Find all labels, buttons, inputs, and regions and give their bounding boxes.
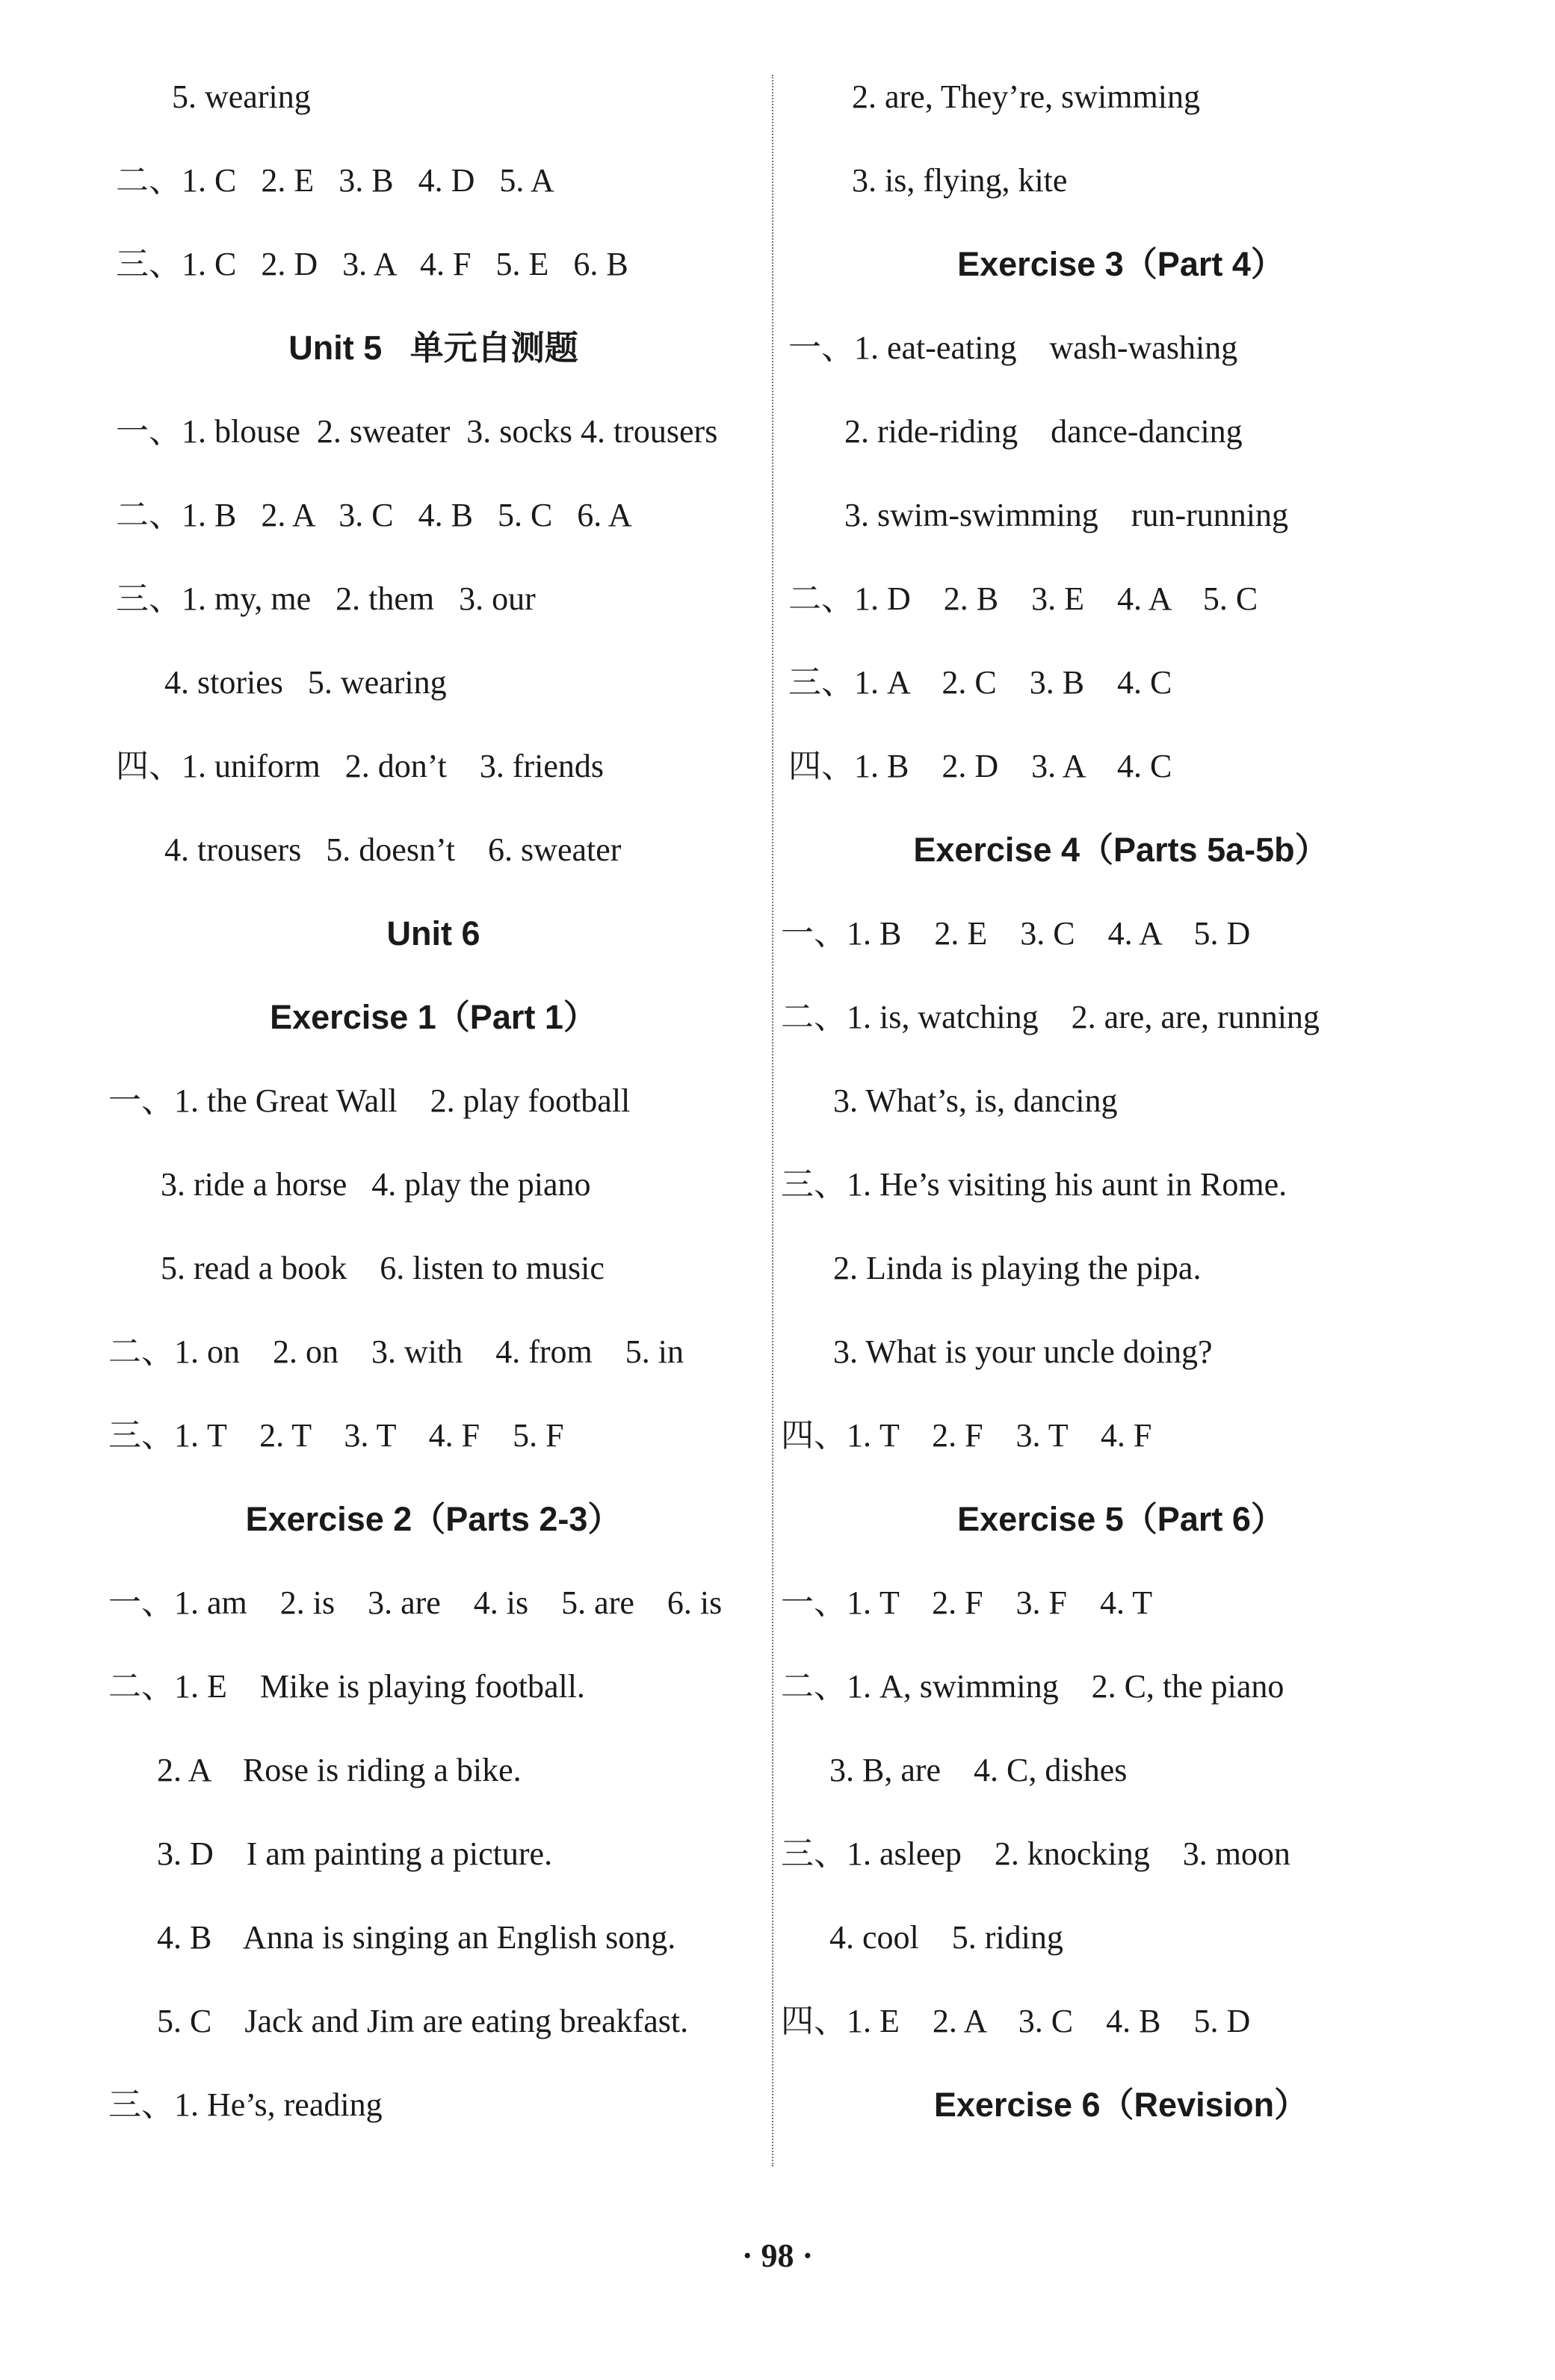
question-number-prefix: 一、 xyxy=(116,413,182,450)
answer-text: 1. blouse 2. sweater 3. socks 4. trousers xyxy=(182,413,718,450)
answer-line: 3. is, flying, kite xyxy=(852,162,1068,199)
left-column xyxy=(105,0,852,2241)
answer-line: 三、1. my, me 2. them 3. our xyxy=(116,580,536,617)
answer-line: 三、1. asleep 2. knocking 3. moon xyxy=(781,1835,1290,1872)
answer-line: 二、1. A, swimming 2. C, the piano xyxy=(781,1668,1285,1705)
answer-line: 3. What’s, is, dancing xyxy=(833,1082,1118,1119)
answer-line: 二、1. C 2. E 3. B 4. D 5. A xyxy=(116,162,554,199)
answer-line: 四、1. B 2. D 3. A 4. C xyxy=(788,748,1172,784)
answer-line: 5. read a book 6. listen to music xyxy=(161,1250,605,1286)
answer-line: 三、1. A 2. C 3. B 4. C xyxy=(788,664,1172,701)
answer-line: 三、1. C 2. D 3. A 4. F 5. E 6. B xyxy=(116,246,628,282)
answer-line: 3. D I am painting a picture. xyxy=(157,1835,553,1872)
section-heading-unit5: Unit 5 单元自测题 xyxy=(288,329,578,367)
section-heading-exercise-4: Exercise 4（Parts 5a-5b） xyxy=(913,831,1329,869)
answer-line: 5. wearing xyxy=(172,78,311,115)
answer-line: 三、1. He’s, reading xyxy=(108,2086,383,2123)
answer-line xyxy=(116,409,717,454)
column-divider xyxy=(772,75,773,2166)
answer-line: 二、1. on 2. on 3. with 4. from 5. in xyxy=(108,1333,684,1370)
answer-line: 5. C Jack and Jim are eating breakfast. xyxy=(157,2003,689,2039)
answer-line: 2. A Rose is riding a bike. xyxy=(157,1752,522,1788)
answer-line: 二、1. E Mike is playing football. xyxy=(108,1668,585,1705)
answer-line: 二、1. is, watching 2. are, are, running xyxy=(781,999,1320,1035)
answer-line: 3. What is your uncle doing? xyxy=(833,1333,1213,1370)
section-heading-exercise-3: Exercise 3（Part 4） xyxy=(957,245,1285,283)
answer-line: 四、1. E 2. A 3. C 4. B 5. D xyxy=(781,2003,1251,2039)
page-number: · 98 · xyxy=(741,2237,814,2274)
right-column xyxy=(777,0,1524,2241)
answer-line: 二、1. B 2. A 3. C 4. B 5. C 6. A xyxy=(116,497,632,533)
answer-line: 二、1. D 2. B 3. E 4. A 5. C xyxy=(788,580,1258,617)
answer-line: 3. B, are 4. C, dishes xyxy=(829,1752,1128,1788)
answer-line: 一、1. T 2. F 3. F 4. T xyxy=(781,1584,1153,1621)
section-heading-unit6: Unit 6 xyxy=(386,914,480,952)
answer-line: 2. Linda is playing the pipa. xyxy=(833,1250,1202,1286)
answer-line: 四、1. uniform 2. don’t 3. friends xyxy=(116,748,605,784)
answer-line: 4. B Anna is singing an English song. xyxy=(157,1919,676,1956)
answer-line: 三、1. He’s visiting his aunt in Rome. xyxy=(781,1166,1287,1203)
section-heading-exercise-6: Exercise 6（Revision） xyxy=(933,2086,1308,2124)
answer-line: 一、1. am 2. is 3. are 4. is 5. are 6. is xyxy=(108,1584,723,1621)
answer-line: 2. are, They’re, swimming xyxy=(852,78,1200,115)
answer-line: 一、1. eat-eating wash-washing xyxy=(788,329,1238,366)
answer-line: 4. trousers 5. doesn’t 6. sweater xyxy=(164,831,622,868)
section-heading-exercise-1: Exercise 1（Part 1） xyxy=(270,998,597,1036)
answer-line: 4. stories 5. wearing xyxy=(164,664,447,701)
section-heading-exercise-2: Exercise 2（Parts 2-3） xyxy=(245,1500,622,1538)
answer-line: 4. cool 5. riding xyxy=(829,1919,1063,1956)
answer-line: 四、1. T 2. F 3. T 4. F xyxy=(781,1417,1152,1454)
answer-line: 一、1. B 2. E 3. C 4. A 5. D xyxy=(781,915,1251,952)
answer-line: 3. swim-swimming run-running xyxy=(844,497,1288,533)
answer-line: 一、1. the Great Wall 2. play football xyxy=(108,1082,631,1119)
answer-line: 3. ride a horse 4. play the piano xyxy=(161,1166,591,1203)
answer-line: 三、1. T 2. T 3. T 4. F 5. F xyxy=(108,1417,564,1454)
answer-line: 2. ride-riding dance-dancing xyxy=(844,413,1243,450)
section-heading-exercise-5: Exercise 5（Part 6） xyxy=(957,1500,1285,1538)
